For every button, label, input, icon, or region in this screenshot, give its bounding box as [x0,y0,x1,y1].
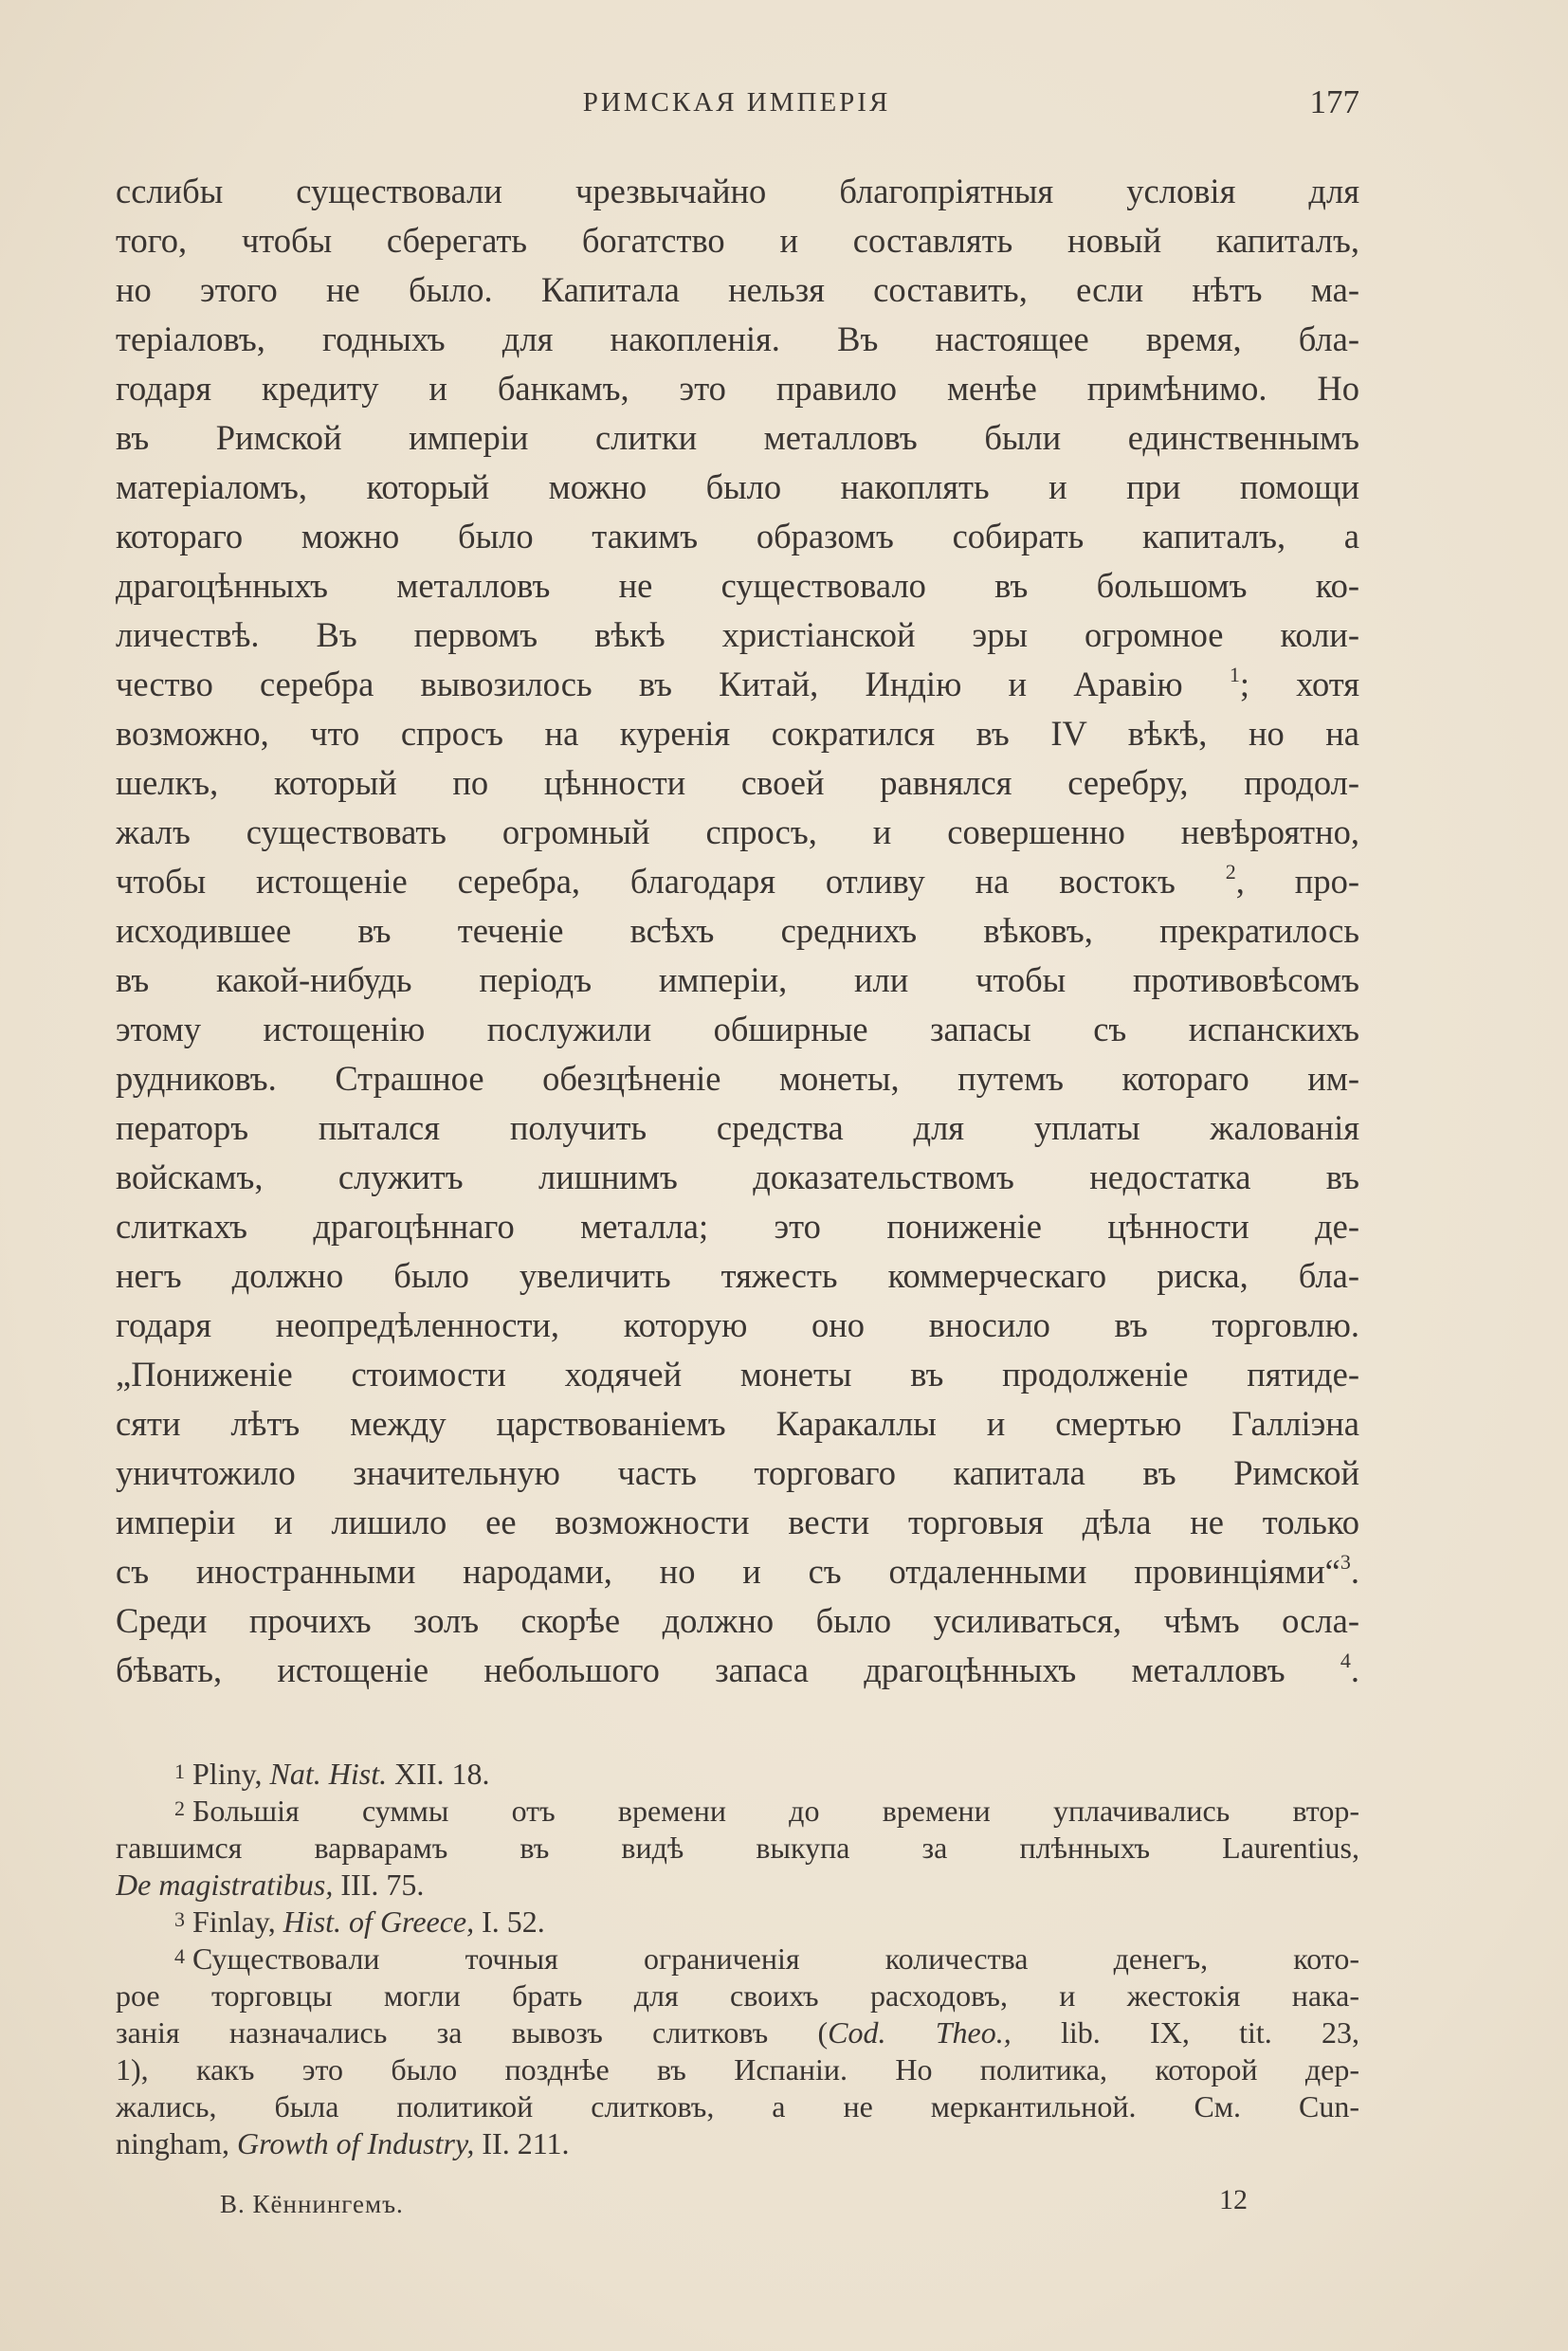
text-line: возможно, что спросъ на куренія сократился въ IV вѣкѣ, но на [116,714,1359,753]
text-line: шелкъ, который по цѣнности своей равнялся серебру, продол- [116,763,1359,802]
text-line: матеріаломъ, который можно было накоплять и при помощи [116,467,1359,506]
text-line: слиткахъ драгоцѣннаго металла; это пониженіе цѣнности де- [116,1207,1359,1246]
text-line: въ Римской имперіи слитки металловъ были единственнымъ [116,418,1359,457]
footnote-4 [116,1941,1359,2162]
footnote-source: De magistratibus, [116,1868,334,1902]
line-text: чество серебра вывозилось въ Китай, Индію и Аравію [116,665,1183,703]
body-text [116,167,1359,1695]
text-line: того, чтобы сберегать богатство и составлять новый капиталъ, [116,221,1359,260]
footnote-ref: 3 [1340,1549,1351,1574]
line-tail: ; хотя [1239,665,1359,703]
text-line-with-ref [116,1547,1359,1596]
line-tail: , про- [1235,862,1359,901]
page-number: 177 [1309,83,1359,120]
footnote-text: жались, была политикой слитковъ, а не меркантильной. См. Cun- [116,2089,1359,2123]
footnote-text: Большія суммы отъ времени до времени уплачивались втор- [192,1794,1359,1828]
running-head [114,83,1359,121]
text-line-with-ref [116,1646,1359,1695]
text-line: сслибы существовали чрезвычайно благопріятныя условія для [116,172,1359,210]
footnote-text: II. 211. [474,2126,570,2160]
footnote-mark: 4 [174,1944,185,1968]
footnote-text: ningham, [116,2126,237,2160]
line-text: съ иностранными народами, но и съ отдаленными провинціями“ [116,1552,1340,1591]
footnote-text: гавшимся варварамъ въ видѣ выкупа за плѣнныхъ Laurentius, [116,1831,1359,1865]
text-line: ператоръ пытался получить средства для уплаты жалованія [116,1108,1359,1147]
text-line: годаря неопредѣленности, которую оно вносило въ торговлю. [116,1305,1359,1344]
footnote-text: Pliny, [192,1757,270,1791]
footnote-text: I. 52. [474,1904,545,1939]
text-line-with-ref [116,857,1359,906]
footnote-text: рое торговцы могли брать для своихъ расходовъ, и жестокія нака- [116,1978,1359,2013]
footnote-source: Growth of Industry, [236,2126,475,2160]
footnote-source: Nat. Hist. [269,1757,388,1791]
text-line: въ какой-нибудь періодъ имперіи, или чтобы противовѣсомъ [116,960,1359,999]
line-text: чтобы истощеніе серебра, благодаря отливу на востокъ [116,862,1176,901]
text-line: годаря кредиту и банкамъ, это правило менѣе примѣнимо. Но [116,369,1359,408]
footnote-text: занія назначались за вывозъ слитковъ ( [116,2015,829,2050]
text-line: войскамъ, служитъ лишнимъ доказательствомъ недостатка въ [116,1157,1359,1196]
text-line: исходившее въ теченіе всѣхъ среднихъ вѣковъ, прекратилось [116,911,1359,950]
text-line-with-ref [116,660,1359,709]
footnotes [116,1756,1359,2162]
text-line: жалъ существовать огромный спросъ, и совершенно невѣроятно, [116,812,1359,851]
running-title: РИМСКАЯ ИМПЕРІЯ [582,87,891,118]
footnote-text: Finlay, [192,1904,283,1939]
text-line: сяти лѣтъ между царствованіемъ Каракаллы и смертью Галліэна [116,1404,1359,1443]
footnote-1 [116,1756,1359,1793]
footnote-ref: 1 [1229,662,1240,686]
footnote-source: Cod. Theo., [828,2015,1012,2050]
text-line: „Пониженіе стоимости ходячей монеты въ продолженіе пятиде- [116,1355,1359,1394]
footnote-2 [116,1793,1359,1904]
footnote-text: lib. IX, tit. 23, [1011,2015,1359,2050]
text-line: личествѣ. Въ первомъ вѣкѣ христіанской эры огромное коли- [116,615,1359,654]
signature-mark: В. Кённингемъ. [220,2190,404,2218]
text-line: но этого не было. Капитала нельзя составить, если нѣтъ ма- [116,270,1359,309]
text-line: негъ должно было увеличить тяжесть коммерческаго риска, бла- [116,1256,1359,1295]
line-tail: . [1350,1650,1359,1689]
text-line: Среди прочихъ золъ скорѣе должно было усиливаться, чѣмъ осла- [116,1601,1359,1640]
footnote-text: Существовали точныя ограниченія количества денегъ, кото- [192,1941,1359,1976]
footnote-text: XII. 18. [387,1757,490,1791]
footnote-text: III. 75. [333,1868,425,1902]
footnote-mark: 1 [174,1759,185,1783]
footnote-mark: 3 [174,1907,185,1931]
footnote-text: 1), какъ это было позднѣе въ Испаніи. Но политика, которой дер- [116,2052,1359,2087]
footnote-mark: 2 [174,1796,185,1820]
footnote-ref: 4 [1340,1648,1351,1672]
sheet-number: 12 [1219,2184,1248,2215]
footnote-ref: 2 [1225,859,1236,884]
text-line: теріаловъ, годныхъ для накопленія. Въ настоящее время, бла- [116,319,1359,358]
text-line: этому истощенію послужили обширные запасы съ испанскихъ [116,1010,1359,1048]
text-line: рудниковъ. Страшное обезцѣненіе монеты, путемъ котораго им- [116,1059,1359,1098]
text-line: котораго можно было такимъ образомъ собирать капиталъ, а [116,517,1359,556]
line-tail: . [1350,1552,1359,1591]
footnote-source: Hist. of Greece, [283,1904,475,1939]
text-line: имперіи и лишило ее возможности вести торговыя дѣла не только [116,1503,1359,1541]
footnote-3 [116,1904,1359,1941]
line-text: бѣвать, истощеніе небольшого запаса драгоцѣнныхъ металловъ [116,1650,1285,1689]
text-line: уничтожило значительную часть торговаго капитала въ Римской [116,1453,1359,1492]
text-line: драгоцѣнныхъ металловъ не существовало въ большомъ ко- [116,566,1359,605]
